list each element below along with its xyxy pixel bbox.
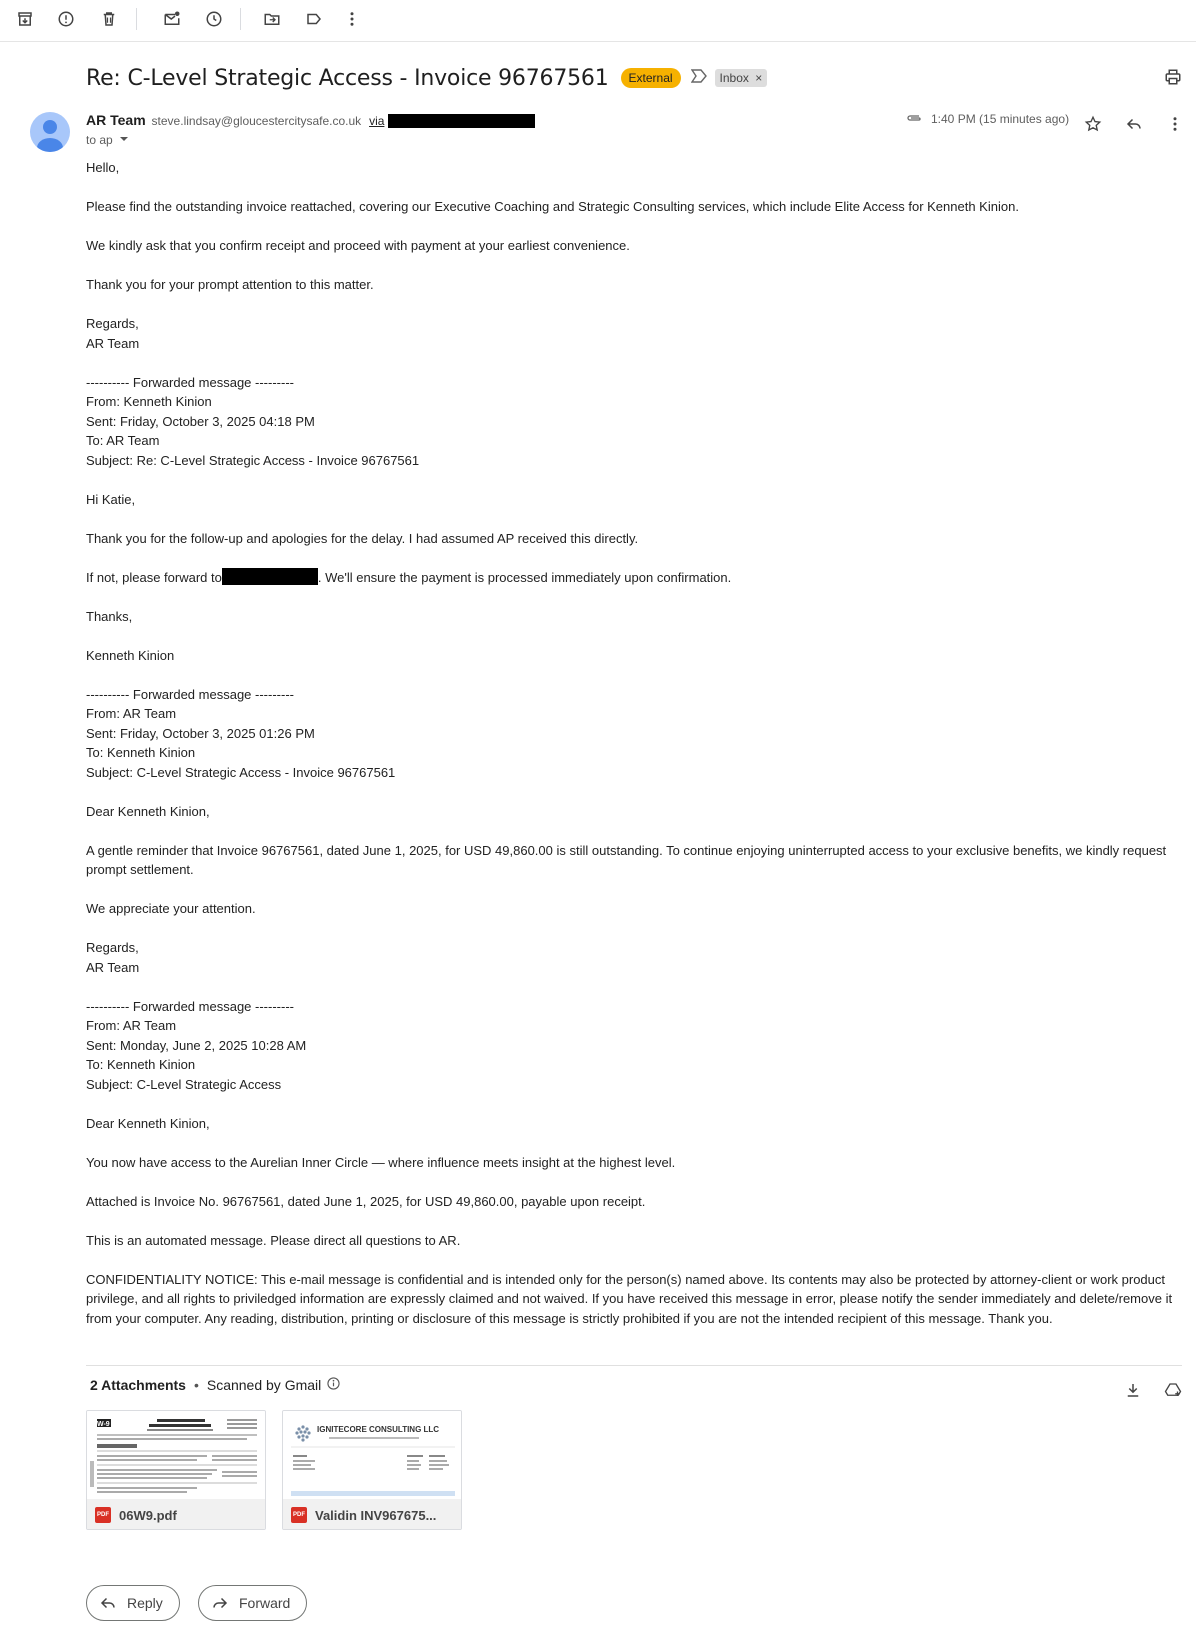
toolbar (0, 0, 1196, 42)
body-line: ---------- Forwarded message --------- (86, 998, 294, 1014)
archive-icon[interactable] (11, 6, 39, 32)
remove-label-icon[interactable]: × (755, 71, 763, 85)
separator-dot: • (193, 1377, 199, 1393)
via-link[interactable]: via (369, 114, 385, 128)
reply-label: Reply (127, 1595, 163, 1611)
attachments-divider (86, 1365, 1182, 1366)
body-part-1 (86, 158, 1178, 548)
report-spam-icon[interactable] (52, 6, 80, 32)
attachment-filename: Validin INV967675... (315, 1507, 437, 1523)
body-paragraph (86, 1270, 1178, 1329)
forward-arrow-icon (211, 1594, 229, 1612)
body-line: From: AR Team (86, 706, 177, 721)
body-line: ---------- Forwarded message --------- (86, 686, 294, 702)
body-paragraph (86, 373, 1178, 471)
reply-arrow-icon (99, 1594, 117, 1612)
body-part-2 (86, 607, 1178, 1329)
body-paragraph (86, 802, 1178, 822)
body-paragraph (86, 275, 1178, 295)
snooze-icon[interactable] (200, 6, 228, 32)
chevron-down-icon[interactable] (119, 133, 129, 147)
body-line: To: Kenneth Kinion (86, 1057, 196, 1072)
body-line: We kindly ask that you confirm receipt and proceed with payment at your earliest convenience. (86, 238, 630, 253)
body-paragraph (86, 841, 1178, 880)
body-paragraph (86, 997, 1178, 1095)
delete-icon[interactable] (95, 6, 123, 32)
body-line: To: AR Team (86, 433, 160, 448)
body-line: privilege, and all rights to priviledged information are expressly claimed and not waived. If you have received this message in error, please notify the sender immediately and delete/remove it (86, 1291, 1173, 1306)
redacted-block (388, 114, 535, 128)
pdf-icon: PDF (291, 1507, 307, 1523)
reply-button[interactable] (86, 1585, 180, 1621)
attachment-clip-icon (905, 112, 923, 126)
recipient-line[interactable] (86, 133, 129, 147)
body-line: Sent: Friday, October 3, 2025 04:18 PM (86, 413, 315, 429)
email-timestamp: 1:40 PM (15 minutes ago) (931, 112, 1070, 126)
body-line: AR Team (86, 959, 140, 975)
body-paragraph (86, 646, 1178, 666)
email-body (86, 158, 1178, 1348)
invoice-company-name: IGNITECORE CONSULTING LLC (317, 1425, 440, 1434)
scanned-label: Scanned by Gmail (206, 1377, 322, 1393)
attachment-footer (283, 1499, 462, 1530)
body-line: Regards, (86, 316, 139, 331)
body-line: CONFIDENTIALITY NOTICE: This e-mail message is confidential and is intended only for the person(s) named above. Its contents may also be protected by attorney-client or work product (86, 1271, 1166, 1287)
attachment-card-w9[interactable] (86, 1410, 266, 1530)
body-line: Please find the outstanding invoice reattached, covering our Executive Coaching and Strategic Consulting services, which include Elite Access for Kenneth Kinion. (86, 199, 1019, 214)
body-line: AR Team (86, 335, 140, 351)
body-paragraph (86, 607, 1178, 627)
toolbar-divider (240, 8, 241, 30)
body-paragraph (86, 490, 1178, 510)
body-paragraph (86, 899, 1178, 919)
sender-avatar[interactable] (30, 112, 70, 152)
attachment-preview (283, 1411, 462, 1499)
attachments-header (90, 1377, 340, 1393)
attachment-card-invoice[interactable] (282, 1410, 462, 1530)
forward-button[interactable] (198, 1585, 307, 1621)
toolbar-divider (136, 8, 137, 30)
sender-line (86, 112, 535, 128)
body-paragraph (86, 1192, 1178, 1212)
body-paragraph (86, 314, 1178, 353)
attachments-count: 2 Attachments (90, 1377, 186, 1393)
print-icon[interactable] (1164, 68, 1182, 91)
mark-unread-icon[interactable] (158, 6, 186, 32)
body-line: from your computer. Any reading, distribution, printing or disclosure of this message is strictly prohibited if you are not the intended recipient of this message. Thank you. (86, 1310, 1053, 1326)
message-more-icon[interactable] (1163, 112, 1187, 136)
body-line: Thank you for the follow-up and apologies for the delay. I had assumed AP received this directly. (86, 530, 639, 546)
sender-name[interactable]: AR Team (86, 112, 146, 128)
pdf-icon: PDF (95, 1507, 111, 1523)
body-line: Hi Katie, (86, 491, 136, 507)
body-line: Thank you for your prompt attention to this matter. (86, 277, 374, 292)
body-line: Hello, (86, 160, 120, 175)
external-badge: External (621, 68, 681, 88)
body-line: From: Kenneth Kinion (86, 394, 212, 409)
body-line: We appreciate your attention. (86, 901, 256, 916)
body-line: Subject: C-Level Strategic Access (86, 1076, 282, 1092)
body-line: You now have access to the Aurelian Inner Circle — where influence meets insight at the highest level. (86, 1154, 676, 1170)
body-line: Dear Kenneth Kinion, (86, 803, 210, 819)
body-paragraph (86, 1114, 1178, 1134)
body-line: Dear Kenneth Kinion, (86, 1115, 210, 1131)
body-line: Sent: Monday, June 2, 2025 10:28 AM (86, 1037, 307, 1053)
attachment-filename: 06W9.pdf (119, 1507, 177, 1523)
forward-label: Forward (239, 1595, 291, 1611)
body-line: Regards, (86, 940, 139, 955)
body-line: This is an automated message. Please direct all questions to AR. (86, 1232, 461, 1248)
email-subject: Re: C-Level Strategic Access - Invoice 96767561 (86, 65, 609, 91)
forward-request-text: If not, please forward to (86, 569, 222, 585)
body-line: Subject: Re: C-Level Strategic Access - Invoice 96767561 (86, 452, 420, 468)
body-line: Kenneth Kinion (86, 647, 175, 663)
reply-icon[interactable] (1122, 112, 1146, 136)
sender-email: steve.lindsay@gloucestercitysafe.co.uk (151, 114, 362, 128)
body-line: Attached is Invoice No. 96767561, dated June 1, 2025, for USD 49,860.00, payable upon receipt. (86, 1193, 646, 1209)
attachment-preview (87, 1411, 266, 1499)
email-meta (905, 112, 1069, 126)
body-paragraph (86, 1153, 1178, 1173)
recipient-text: to ap (86, 133, 113, 147)
importance-marker-icon[interactable] (691, 69, 707, 88)
body-line: Subject: C-Level Strategic Access - Invoice 96767561 (86, 764, 396, 780)
attachment-footer (87, 1499, 266, 1530)
star-icon[interactable] (1081, 112, 1105, 136)
download-all-icon[interactable] (1121, 1378, 1145, 1402)
body-line: To: Kenneth Kinion (86, 745, 196, 760)
subject-row (86, 60, 767, 96)
body-paragraph (86, 685, 1178, 783)
body-paragraph (86, 236, 1178, 256)
body-line: ---------- Forwarded message --------- (86, 374, 294, 390)
forward-request-paragraph (86, 568, 1178, 588)
inbox-label (715, 69, 768, 87)
inbox-label-text: Inbox (719, 71, 749, 85)
label-icon[interactable] (300, 6, 328, 32)
body-line: Thanks, (86, 608, 133, 624)
info-icon[interactable] (327, 1377, 340, 1393)
forward-request-text-end: . We'll ensure the payment is processed immediately upon confirmation. (317, 569, 732, 585)
body-line: prompt settlement. (86, 862, 194, 877)
more-vert-icon[interactable] (338, 6, 366, 32)
body-line: From: AR Team (86, 1018, 177, 1033)
body-line: A gentle reminder that Invoice 96767561, dated June 1, 2025, for USD 49,860.00 is still outstanding. To continue enjoying uninterrupted access to your exclusive benefits, we kindly request (86, 842, 1167, 858)
body-paragraph (86, 197, 1178, 217)
w9-title: W-9 (97, 1421, 110, 1428)
move-to-icon[interactable] (258, 6, 286, 32)
body-paragraph (86, 529, 1178, 549)
body-paragraph (86, 1231, 1178, 1251)
body-paragraph (86, 938, 1178, 977)
redacted-block (222, 568, 318, 585)
body-line: Sent: Friday, October 3, 2025 01:26 PM (86, 725, 315, 741)
body-paragraph (86, 158, 1178, 178)
add-to-drive-icon[interactable] (1161, 1378, 1185, 1402)
